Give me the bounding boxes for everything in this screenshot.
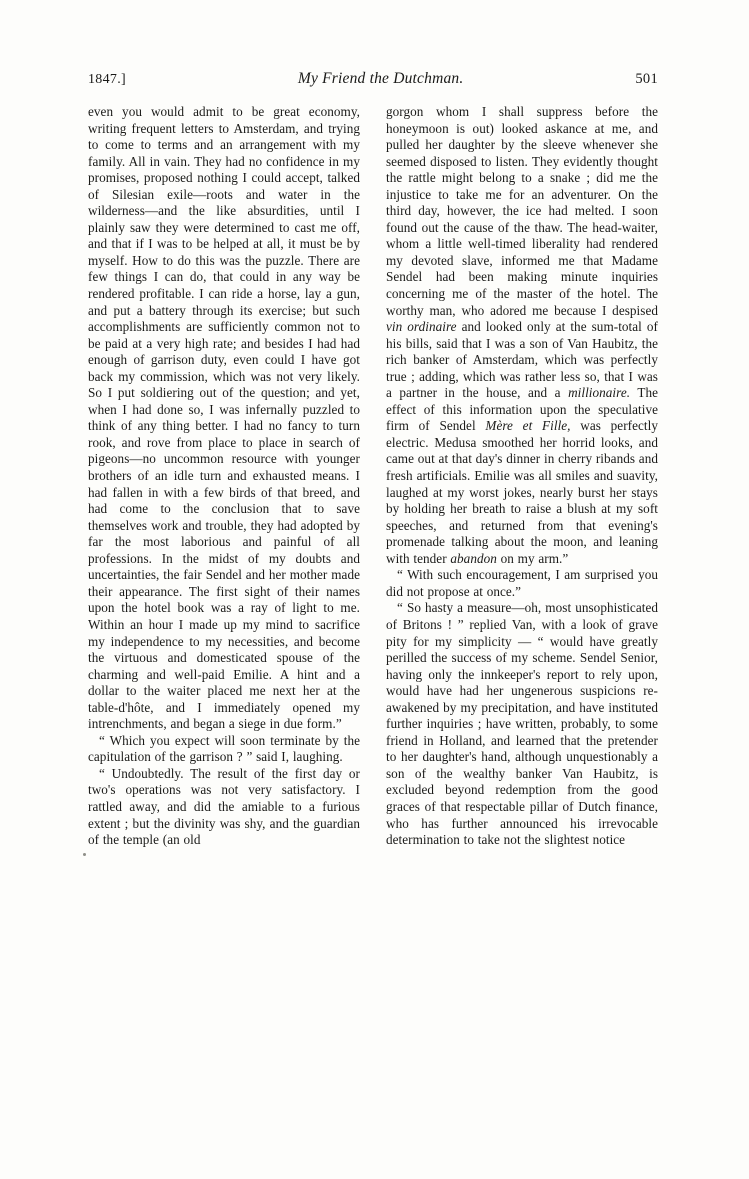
running-head <box>88 70 658 90</box>
paragraph <box>386 104 658 567</box>
body-text: “ With such encouragement, I am surprised you did not propose at once.” <box>386 567 658 599</box>
emphasis-text: vin ordinaire <box>386 319 457 335</box>
body-text: “ Which you expect will soon terminate by the capitulation of the garrison ? ” said I, laughing. <box>88 732 360 765</box>
margin-ink-mark <box>83 853 86 856</box>
body-text: of their names upon the hotel book was a ray of light to me. Within an hour I made up my mind to sacrifice my independence to my necessities, and become the virtuous and domesticated spouse of the charming and well-paid Emilie. A hint and a dollar to the waiter placed me next her at the table-d'hôte, and I immediately opened my intrenchments, and began a siege in due form.” <box>88 583 361 732</box>
text-columns <box>88 104 658 849</box>
page-content <box>88 70 658 849</box>
body-text: even you would admit to be great economy, writing frequent letters to Amsterdam, and trying to come to terms and an arrangement with my family. All in vain. They had no confidence in my promises, proposed nothing I could accept, talked of Silesian exile—roots and water in the wilderness—and the like absurdities, until I plainly saw they were determined to cast me off, and that if I was to be helped at all, it must be by myself. How to do this was the puzzle. There are few things I can do, that could in any way be rendered profitable. I can ride a horse, lay a gun, and put a battery through its exercise; but such accomplishments are sufficiently common not to be paid at a very high rate; and besides I had had enough of garrison duty, even could I have got back my commission, which was not very likely. So I put soldiering out of the question; and yet, when I had done so, I was infernally puzzled to think of any thing better. I had no fancy to turn rook, and rove from place to place in search of pigeons—no uncommon resource with younger brothers of an idle turn and exhausted means. I had fallen in with a few birds of that breed, and had come to the conclusion that to save themselves work and trouble, they had adopted by far the most laborious and painful of all professions. In the midst of my doubts and uncertainties, the fair Sendel and her mother made their appearance. The first <box>88 104 360 599</box>
emphasis-text: abandon <box>450 550 497 566</box>
page-title: My Friend the Dutchman. <box>297 70 464 87</box>
body-text: on my arm.” <box>496 550 569 566</box>
body-text: and looked only at the sum-total of his bills, said that I was a son of Van Haubitz, the rich banker of Amsterdam, which was perfectly true ; adding, which was rather less so, that I was a partner in the house, and a <box>386 319 658 401</box>
body-text: gorgon whom I shall suppress before the honeymoon is out) looked askance at me, and pulled her daughter by the sleeve whenever she seemed disposed to listen. They evidently thought the rattle might belong to a snake ; did me the injustice to take me for an adventurer. On the third day, however, the ice had melted. I soon found out the cause of the thaw. The head-waiter, whom a little well-timed liberality had rendered my devoted slave, informed me that Madame Sendel had been making minute inquiries concerning me of the master of the hotel. The worthy man, who adored me because I despised <box>386 104 658 318</box>
paragraph <box>88 766 360 849</box>
left-column <box>88 104 360 849</box>
emphasis-text: Mère et Fille, <box>485 418 571 434</box>
body-text: The effect of this information upon the speculative firm of Sendel <box>386 385 658 434</box>
paragraph <box>386 567 658 600</box>
paragraph <box>88 104 360 733</box>
body-text: “ Undoubtedly. The result of the first day or two's operations was not very satisfactory. I rattled away, and did the amiable to a furious extent ; but the divinity was shy, and the guardian of the temple (an old <box>88 765 360 848</box>
body-text: sight <box>244 583 271 599</box>
emphasis-text: millionaire. <box>568 385 631 401</box>
paragraph <box>386 600 658 848</box>
body-text: was perfectly electric. Medusa smoothed her horrid looks, and came out at that day's dinner in cherry ribands and fresh artificials. Emilie was all smiles and suavity, laughed at my worst jokes, nearly burst her stays by holding her breath to raise a blush at my soft speeches, and returned from that evening's promenade talking about the moon, and leaning with tender <box>386 418 658 566</box>
body-text: “ So hasty a measure—oh, most unsophisticated of Britons ! ” replied Van, with a look of grave pity for my simplicity — “ would have greatly perilled the success of my scheme. Sendel Senior, having only the innkeeper's report to rely upon, would have had her ungenerous suspicions re-awakened by my precipitation, and have instituted further inquiries ; have written, probably, to some friend in Holland, and learned that the pretender to her daughter's hand, although unquestionably a son of the wealthy banker Van Haubitz, is excluded beyond redemption from the good graces of that respectable pillar of Dutch finance, who has further announced his irrevocable determination to take not the slightest notice <box>386 600 658 848</box>
paragraph <box>88 733 360 766</box>
right-column <box>386 104 658 849</box>
page-year: 1847.] <box>88 72 126 87</box>
page-number: 501 <box>635 71 658 87</box>
